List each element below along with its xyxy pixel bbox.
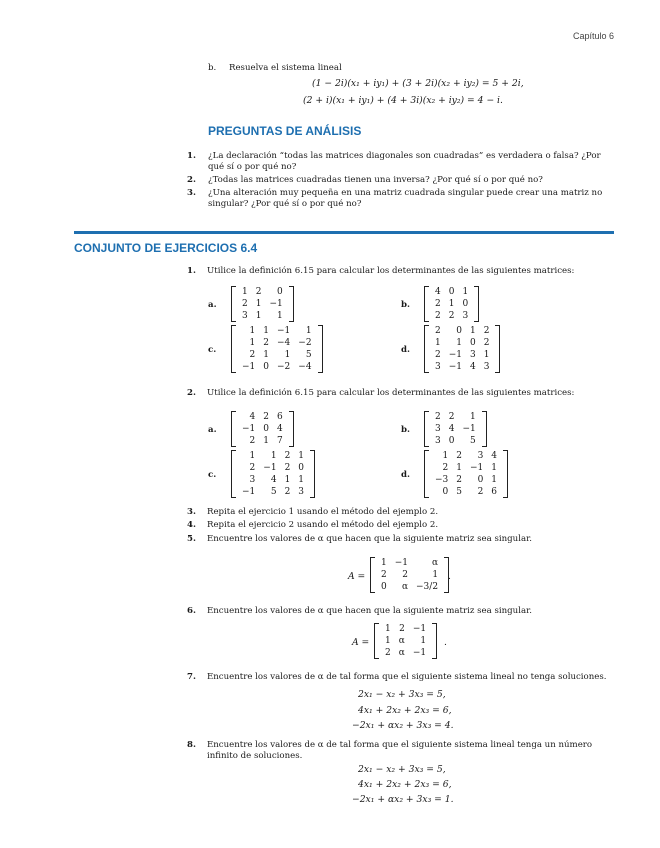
matrix-row xyxy=(381,635,430,647)
question-2-text: ¿Todas las matrices cuadradas tienen una inversa? ¿Por qué sí o por qué no? xyxy=(208,175,543,185)
matrix-cell: 2 xyxy=(435,311,441,321)
ex2-c-matrix xyxy=(231,450,315,498)
exercise-3-number: 3. xyxy=(187,507,196,517)
matrix-cell: 0 xyxy=(442,487,449,497)
ex7-eq-1: 2x₁ − x₂ + 3x₃ = 5, xyxy=(358,689,446,700)
ex5-lhs: A = xyxy=(348,571,366,582)
matrix-cell: 2 xyxy=(385,648,391,658)
matrix-cell: 2 xyxy=(284,451,291,461)
matrix-row xyxy=(431,310,472,322)
matrix-cell: 5 xyxy=(305,350,312,360)
matrix-cell: 4 xyxy=(277,424,283,434)
matrix-cell: 1 xyxy=(263,326,270,336)
matrix-cell: −1 xyxy=(412,648,427,658)
matrix-cell: −1 xyxy=(394,558,409,568)
matrix-cell: 5 xyxy=(270,487,277,497)
matrix-row xyxy=(431,349,493,361)
equation-1: (1 − 2i)(x₁ + iy₁) + (3 + 2i)(x₂ + iy₂) = 5 + 2i, xyxy=(312,78,524,89)
matrix-row xyxy=(377,557,442,569)
matrix-cell: −1 xyxy=(242,424,256,434)
left-bracket xyxy=(231,286,236,322)
exercise-1-text: Utilice la definición 6.15 para calcular los determinantes de las siguientes matrices: xyxy=(207,266,575,276)
matrix-cell: 2 xyxy=(399,624,405,634)
matrix-cell: 1 xyxy=(298,451,305,461)
left-bracket xyxy=(424,450,429,498)
matrix-row xyxy=(238,411,287,423)
matrix-cell: 0 xyxy=(298,463,305,473)
matrix-cell: 2 xyxy=(483,326,490,336)
matrix-row xyxy=(431,361,493,373)
ex1-a-label: a. xyxy=(208,300,217,310)
matrix-cell: 2 xyxy=(435,299,441,309)
matrix-row xyxy=(431,337,493,349)
ex2-a-matrix xyxy=(231,411,294,447)
matrix-cell: −3 xyxy=(435,475,449,485)
matrix-grid xyxy=(431,286,472,322)
matrix-cell: α xyxy=(398,636,405,646)
exercise-7-number: 7. xyxy=(187,672,196,682)
matrix-row xyxy=(238,423,287,435)
matrix-cell: 1 xyxy=(255,311,262,321)
exercise-1-number: 1. xyxy=(187,266,196,276)
matrix-row xyxy=(431,486,501,498)
matrix-row xyxy=(238,435,287,447)
matrix-row xyxy=(431,462,501,474)
matrix-row xyxy=(431,325,493,337)
matrix-cell: 1 xyxy=(462,287,469,297)
matrix-cell: 2 xyxy=(448,412,455,422)
matrix-cell: 4 xyxy=(470,362,476,372)
matrix-cell: 5 xyxy=(456,487,463,497)
matrix-row xyxy=(431,298,472,310)
matrix-row xyxy=(238,286,287,298)
matrix-row xyxy=(431,411,480,423)
matrix-cell: −2 xyxy=(298,338,312,348)
matrix-cell: 1 xyxy=(284,475,291,485)
left-bracket xyxy=(231,325,236,373)
matrix-cell: −1 xyxy=(462,424,476,434)
matrix-cell: 2 xyxy=(456,451,463,461)
question-3-number: 3. xyxy=(187,188,196,198)
matrix-cell: 2 xyxy=(435,412,441,422)
matrix-cell: 0 xyxy=(263,424,270,434)
matrix-cell: 3 xyxy=(483,362,490,372)
ex7-eq-2: 4x₁ + 2x₂ + 2x₃ = 6, xyxy=(358,705,452,716)
matrix-cell: 0 xyxy=(448,436,455,446)
matrix-cell: 1 xyxy=(270,451,277,461)
matrix-cell: 0 xyxy=(462,299,469,309)
matrix-cell: α xyxy=(401,582,409,592)
matrix-cell: −1 xyxy=(470,463,484,473)
matrix-cell: 0 xyxy=(381,582,387,592)
question-2-number: 2. xyxy=(187,175,196,185)
matrix-cell: 6 xyxy=(277,412,283,422)
chapter-header: Capítulo 6 xyxy=(572,31,614,41)
ex6-lhs: A = xyxy=(352,637,370,648)
matrix-row xyxy=(381,623,430,635)
right-bracket xyxy=(310,450,315,498)
questions-title: PREGUNTAS DE ANÁLISIS xyxy=(208,124,362,138)
ex2-d-matrix xyxy=(424,450,508,498)
matrix-cell: 3 xyxy=(242,311,248,321)
matrix-cell: 3 xyxy=(435,362,441,372)
matrix-cell: 1 xyxy=(470,326,476,336)
matrix-cell: 1 xyxy=(263,350,270,360)
matrix-row xyxy=(238,298,287,310)
question-3-text: ¿Una alteración muy pequeña en una matriz cuadrada singular puede crear una matriz no singular? ¿Por qué sí o por qué no? xyxy=(208,188,603,209)
matrix-cell: −1 xyxy=(448,362,463,372)
exercise-2-text: Utilice la definición 6.15 para calcular los determinantes de las siguientes matrices: xyxy=(207,388,575,398)
matrix-cell: 2 xyxy=(284,463,291,473)
ex1-a-matrix xyxy=(231,286,294,322)
matrix-cell: 1 xyxy=(456,463,463,473)
exercise-3-text: Repita el ejercicio 1 usando el método del ejemplo 2. xyxy=(207,507,439,517)
item-b-label: b. xyxy=(208,63,217,73)
exercise-5-text: Encuentre los valores de α que hacen que la siguiente matriz sea singular. xyxy=(207,534,532,544)
matrix-row xyxy=(381,647,430,659)
right-bracket xyxy=(432,623,437,659)
matrix-cell: 1 xyxy=(491,475,498,485)
matrix-cell: −1 xyxy=(242,362,256,372)
matrix-cell: 1 xyxy=(483,350,490,360)
matrix-cell: 2 xyxy=(255,287,262,297)
matrix-cell: 2 xyxy=(448,311,455,321)
matrix-cell: 6 xyxy=(491,487,498,497)
matrix-cell: 3 xyxy=(470,350,476,360)
matrix-cell: 1 xyxy=(491,463,498,473)
matrix-cell: 2 xyxy=(435,350,441,360)
matrix-cell: 2 xyxy=(263,412,270,422)
matrix-row xyxy=(238,486,308,498)
matrix-cell: 4 xyxy=(270,475,277,485)
matrix-cell: 1 xyxy=(249,451,256,461)
right-bracket xyxy=(318,325,323,373)
matrix-cell: 1 xyxy=(298,475,305,485)
matrix-grid xyxy=(431,450,501,498)
matrix-cell: 3 xyxy=(462,311,469,321)
left-bracket xyxy=(424,286,429,322)
ex1-b-matrix xyxy=(424,286,479,322)
question-1-text: ¿La declaración “todas las matrices diagonales son cuadradas” es verdadera o falsa? ¿Por qué sí o por qué no? xyxy=(208,151,601,172)
matrix-row xyxy=(431,286,472,298)
matrix-cell: 2 xyxy=(435,326,441,336)
matrix-cell: 1 xyxy=(432,570,439,580)
matrix-cell: 2 xyxy=(249,436,256,446)
matrix-cell: 2 xyxy=(249,463,256,473)
matrix-cell: 1 xyxy=(249,338,256,348)
ex5-matrix xyxy=(370,557,449,593)
ex2-d-label: d. xyxy=(401,470,411,480)
exercise-5-number: 5. xyxy=(187,534,196,544)
ex5-end: . xyxy=(448,571,451,582)
exercise-6-text: Encuentre los valores de α que hacen que la siguiente matriz sea singular. xyxy=(207,606,532,616)
matrix-row xyxy=(431,474,501,486)
matrix-row xyxy=(238,361,316,373)
matrix-cell: 1 xyxy=(305,326,312,336)
matrix-cell: 1 xyxy=(435,338,441,348)
matrix-grid xyxy=(381,623,430,659)
right-bracket xyxy=(482,411,487,447)
exercise-6-number: 6. xyxy=(187,606,196,616)
matrix-cell: −1 xyxy=(242,487,256,497)
matrix-cell: 5 xyxy=(470,436,476,446)
ex1-c-label: c. xyxy=(208,345,217,355)
matrix-cell: 3 xyxy=(435,424,441,434)
question-1-number: 1. xyxy=(187,151,196,161)
exercise-4-text: Repita el ejercicio 2 usando el método del ejemplo 2. xyxy=(207,520,439,530)
matrix-cell: 4 xyxy=(491,451,498,461)
matrix-row xyxy=(377,581,442,593)
matrix-cell: 1 xyxy=(470,412,476,422)
matrix-cell: 0 xyxy=(263,362,270,372)
matrix-cell: 0 xyxy=(470,338,476,348)
matrix-cell: −3/2 xyxy=(416,582,439,592)
matrix-row xyxy=(431,450,501,462)
left-bracket xyxy=(424,325,429,373)
matrix-cell: −2 xyxy=(277,362,291,372)
right-bracket xyxy=(289,286,294,322)
matrix-cell: 2 xyxy=(456,475,463,485)
matrix-grid xyxy=(238,411,287,447)
matrix-cell: 1 xyxy=(420,636,427,646)
matrix-row xyxy=(238,462,308,474)
matrix-cell: −1 xyxy=(448,350,463,360)
left-bracket xyxy=(231,411,236,447)
matrix-cell: 2 xyxy=(249,350,256,360)
matrix-cell: 2 xyxy=(477,487,484,497)
matrix-row xyxy=(238,349,316,361)
ex2-b-label: b. xyxy=(401,425,411,435)
matrix-cell: 7 xyxy=(277,436,283,446)
matrix-grid xyxy=(431,325,493,373)
matrix-row xyxy=(377,569,442,581)
matrix-grid xyxy=(238,450,308,498)
matrix-grid xyxy=(431,411,480,447)
matrix-cell: 1 xyxy=(456,338,463,348)
matrix-cell: 1 xyxy=(385,624,391,634)
left-bracket xyxy=(231,450,236,498)
exercise-8-text: Encuentre los valores de α de tal forma que el siguiente sistema lineal tenga un número infinito de soluciones. xyxy=(207,740,593,761)
exercise-7-text: Encuentre los valores de α de tal forma que el siguiente sistema lineal no tenga soluciones. xyxy=(207,672,607,682)
ex2-c-label: c. xyxy=(208,470,217,480)
matrix-cell: 1 xyxy=(448,299,455,309)
left-bracket xyxy=(374,623,379,659)
matrix-cell: −1 xyxy=(269,299,283,309)
right-bracket xyxy=(474,286,479,322)
ex8-eq-1: 2x₁ − x₂ + 3x₃ = 5, xyxy=(358,764,446,775)
matrix-cell: 1 xyxy=(381,558,387,568)
ex1-d-label: d. xyxy=(401,345,411,355)
matrix-cell: 0 xyxy=(456,326,463,336)
matrix-cell: 2 xyxy=(263,338,270,348)
matrix-row xyxy=(431,423,480,435)
matrix-cell: −1 xyxy=(263,463,277,473)
matrix-cell: 1 xyxy=(249,326,256,336)
matrix-cell: 0 xyxy=(477,475,484,485)
ex1-c-matrix xyxy=(231,325,323,373)
matrix-cell: 3 xyxy=(298,487,305,497)
matrix-cell: 0 xyxy=(277,287,283,297)
equation-2: (2 + i)(x₁ + iy₁) + (4 + 3i)(x₂ + iy₂) = 4 − i. xyxy=(303,95,503,106)
matrix-cell: α xyxy=(431,558,439,568)
matrix-cell: 2 xyxy=(442,463,449,473)
matrix-cell: −4 xyxy=(277,338,291,348)
matrix-row xyxy=(238,325,316,337)
exercise-4-number: 4. xyxy=(187,520,196,530)
matrix-cell: 2 xyxy=(242,299,248,309)
matrix-cell: 1 xyxy=(242,287,248,297)
ex8-eq-2: 4x₁ + 2x₂ + 2x₃ = 6, xyxy=(358,779,452,790)
right-bracket xyxy=(495,325,500,373)
matrix-cell: 1 xyxy=(385,636,391,646)
matrix-grid xyxy=(377,557,442,593)
matrix-cell: 0 xyxy=(448,287,455,297)
matrix-row xyxy=(238,450,308,462)
matrix-grid xyxy=(238,286,287,322)
matrix-cell: −1 xyxy=(277,326,291,336)
matrix-cell: α xyxy=(398,648,405,658)
matrix-cell: 1 xyxy=(284,350,291,360)
matrix-cell: 1 xyxy=(263,436,270,446)
matrix-cell: −4 xyxy=(298,362,312,372)
ex1-b-label: b. xyxy=(401,300,411,310)
matrix-row xyxy=(238,310,287,322)
matrix-cell: 1 xyxy=(255,299,262,309)
ex7-eq-3: −2x₁ + αx₂ + 3x₃ = 4. xyxy=(352,720,454,731)
matrix-cell: 2 xyxy=(483,338,490,348)
right-bracket xyxy=(503,450,508,498)
matrix-row xyxy=(238,337,316,349)
matrix-cell: 1 xyxy=(442,451,449,461)
right-bracket xyxy=(289,411,294,447)
matrix-row xyxy=(431,435,480,447)
matrix-cell: −1 xyxy=(412,624,427,634)
matrix-row xyxy=(238,474,308,486)
left-bracket xyxy=(370,557,375,593)
matrix-cell: 4 xyxy=(435,287,441,297)
matrix-cell: 3 xyxy=(477,451,484,461)
section-divider xyxy=(74,231,614,234)
exercises-title: CONJUNTO DE EJERCICIOS 6.4 xyxy=(74,241,258,255)
matrix-cell: 3 xyxy=(435,436,441,446)
matrix-cell: 2 xyxy=(284,487,291,497)
ex6-end: . xyxy=(444,637,447,648)
matrix-cell: 2 xyxy=(381,570,387,580)
matrix-cell: 3 xyxy=(249,475,256,485)
ex2-b-matrix xyxy=(424,411,487,447)
matrix-cell: 1 xyxy=(277,311,283,321)
ex2-a-label: a. xyxy=(208,425,217,435)
matrix-cell: 4 xyxy=(249,412,256,422)
exercise-8-number: 8. xyxy=(187,740,196,750)
exercise-2-number: 2. xyxy=(187,388,196,398)
ex6-matrix xyxy=(374,623,437,659)
matrix-cell: 4 xyxy=(448,424,455,434)
ex8-eq-3: −2x₁ + αx₂ + 3x₃ = 1. xyxy=(352,794,454,805)
left-bracket xyxy=(424,411,429,447)
matrix-cell: 2 xyxy=(402,570,409,580)
item-b-text: Resuelva el sistema lineal xyxy=(229,63,342,73)
matrix-grid xyxy=(238,325,316,373)
ex1-d-matrix xyxy=(424,325,500,373)
